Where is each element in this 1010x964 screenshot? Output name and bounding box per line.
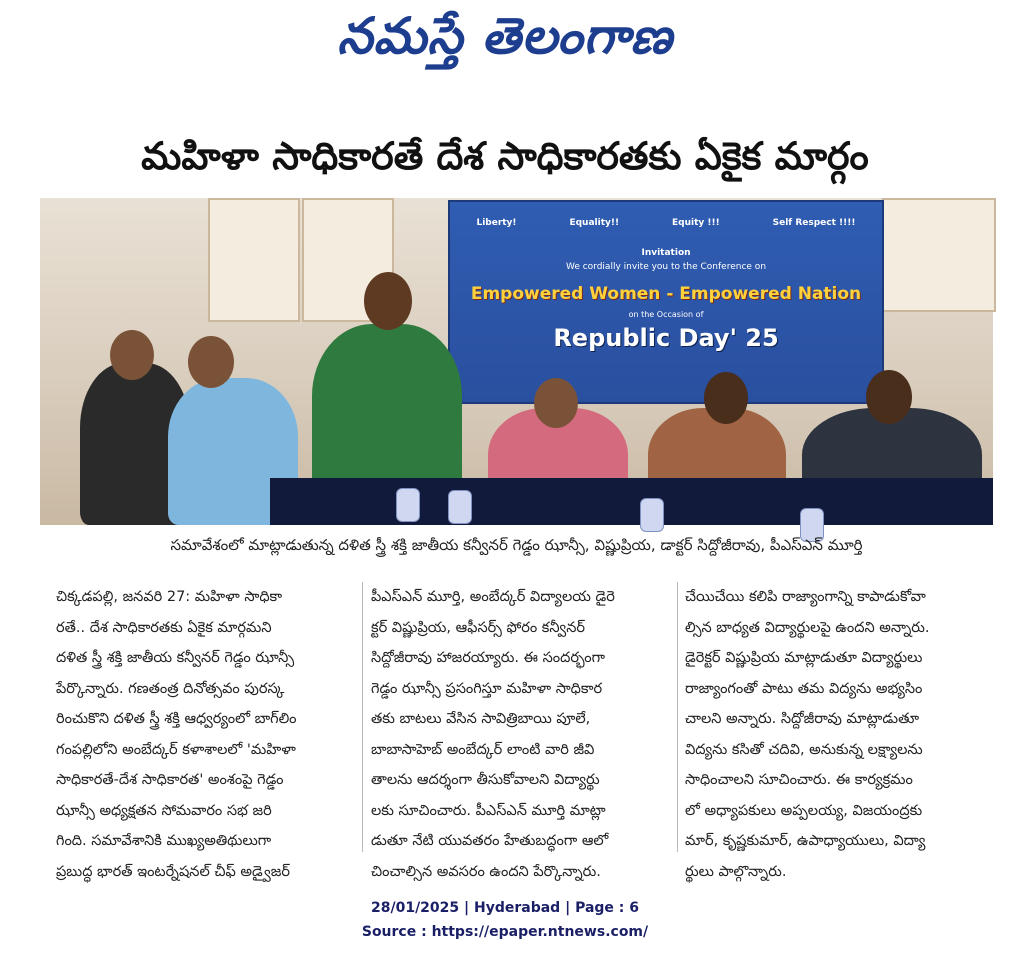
- newspaper-masthead: [0, 0, 1010, 84]
- banner-republic-day: Republic Day' 25: [553, 324, 779, 352]
- event-banner: [448, 200, 884, 404]
- banner-cordially: We cordially invite you to the Conference on: [565, 262, 767, 272]
- column-divider: [362, 582, 363, 852]
- person-head: [704, 372, 748, 424]
- headline-text: మహిళా సాధికారతే దేశ సాధికారతకు ఏకైక మార్గం: [141, 134, 869, 178]
- banner-title: Empowered Women - Empowered Nation: [470, 284, 862, 304]
- person-head: [110, 330, 154, 380]
- article-column-1: చిక్కడపల్లి, జనవరి 27: మహిళా సాధికా రతే.. దేశ సాధికారతకు ఏకైక మార్గమని దళిత స్త్రీ శక్తి జాతీయ కన్వీనర్ గెడ్డం ఝాన్సీ పేర్కొన్నారు. గణతంత్ర దినోత్సవం పురస్క రించుకొని దళిత స్త్రీ శక్తి ఆధ్వర్యంలో బాగ్‌లిం గంపల్లిలోని అంబేద్కర్ కళాశాలలో 'మహిళా సాధికారతే-దేశ సాధికారత' అంశంపై గెడ్డం ఝాన్సీ అధ్యక్షతన సోమవారం సభ జరి గింది. సమావేశానికి ముఖ్యఅతిథులుగా ప్రబుద్ధ భారత్ ఇంటర్నేషనల్ చీఫ్ అడ్వైజర్: [56, 589, 297, 880]
- conference-table: [270, 478, 993, 525]
- article-column-3: చేయిచేయి కలిపి రాజ్యాంగాన్ని కాపాడుకోవా ల్సిన బాధ్యత విద్యార్థులపై ఉందని అన్నారు. డైరెక్టర్ విష్ణుప్రియ మాట్లాడుతూ విద్యార్థులు రాజ్యాంగంతో పాటు తమ విద్యను అభ్యసిం చాలని అన్నారు. సిద్దోజీరావు మాట్లాడుతూ విద్యను కసితో చదివి, అనుకున్న లక్ష్యాలను సాధించాలని సూచించారు. ఈ కార్యక్రమం లో అధ్యాపకులు అప్పలయ్య, విజయంద్రకు మార్, కృష్ణకుమార్, ఉపాధ్యాయులు, విద్యా ర్థులు పాల్గొన్నారు.: [685, 589, 930, 880]
- masthead-title: నమస్తే తెలంగాణ: [337, 6, 673, 65]
- window: [208, 198, 300, 322]
- photo-caption-text: సమావేశంలో మాట్లాడుతున్న దళిత స్త్రీ శక్తి జాతీయ కన్వీనర్ గెడ్డం ఝాన్సీ, విష్ణుప్రియ, డాక్టర్ సిద్దోజీరావు, పీఎస్ఎన్ మూర్తి: [170, 536, 863, 554]
- column-divider: [677, 582, 678, 852]
- person-head: [866, 370, 912, 424]
- banner-invitation: Invitation: [641, 248, 691, 258]
- article-headline: [0, 128, 1010, 194]
- person-head: [364, 272, 412, 330]
- banner-slogan: Equality!!: [569, 218, 620, 228]
- banner-slogan: Liberty!: [476, 218, 517, 228]
- article-photo: [40, 198, 993, 525]
- article-column-2: పీఎస్ఎన్ మూర్తి, అంబేద్కర్ విద్యాలయ డైరె క్టర్ విష్ణుప్రియ, ఆఫీసర్స్ ఫోరం కన్వీనర్ సిద్దోజీరావు హాజరయ్యారు. ఈ సందర్భంగా గెడ్డం ఝాన్సీ ప్రసంగిస్తూ మహిళా సాధికార తకు బాటలు వేసిన సావిత్రిబాయి పూలే, బాబాసాహెబ్ అంబేద్కర్ లాంటి వారి జీవి తాలను ఆదర్శంగా తీసుకోవాలని విద్యార్థు లకు సూచించారు. పీఎస్ఎన్ మూర్తి మాట్లా డుతూ నేటి యువతరం హేతుబద్ధంగా ఆలో చించాల్సిన అవసరం ఉందని పేర్కొన్నారు.: [371, 589, 615, 880]
- water-bottle: [448, 490, 472, 524]
- window: [882, 198, 996, 312]
- footer-date-page: 28/01/2025 | Hyderabad | Page : 6: [370, 900, 640, 916]
- person-head: [534, 378, 578, 428]
- person-silhouette: [312, 324, 462, 504]
- banner-slogan: Equity !!!: [672, 218, 720, 228]
- banner-slogans: [450, 218, 882, 228]
- banner-slogan: Self Respect !!!!: [772, 218, 856, 228]
- footer-source: Source : https://epaper.ntnews.com/: [361, 924, 649, 940]
- water-bottle: [396, 488, 420, 522]
- banner-occasion: on the Occasion of: [628, 310, 704, 319]
- photo-caption: [40, 527, 993, 567]
- person-head: [188, 336, 234, 388]
